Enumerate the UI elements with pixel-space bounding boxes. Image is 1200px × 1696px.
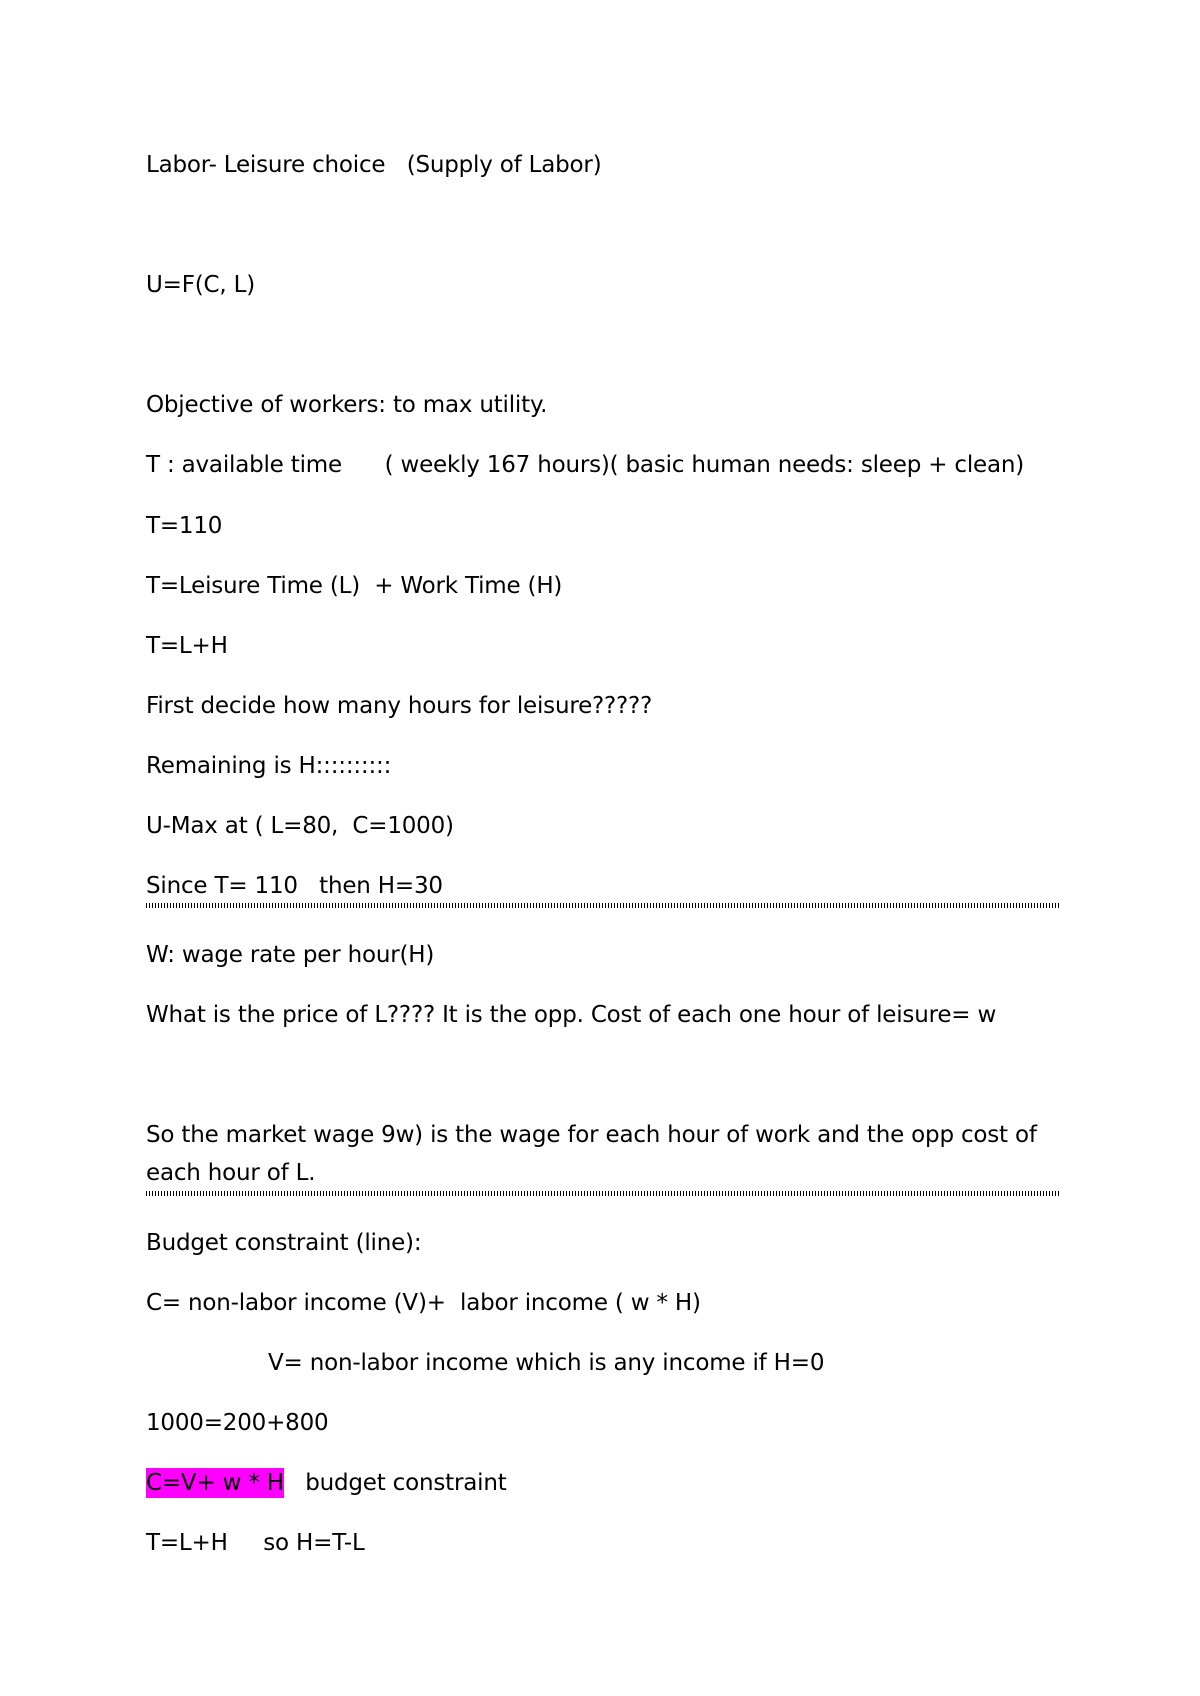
available-time-line: T : available time ( weekly 167 hours)( basic human needs: sleep + clean) xyxy=(146,452,1025,478)
market-wage-paragraph: So the market wage 9w) is the wage for each hour of work and the opp cost of each hour of L. xyxy=(146,1122,1037,1186)
highlighted-budget-formula: C=V+ w * H xyxy=(146,1470,284,1496)
t-definition-line: T=Leisure Time (L) + Work Time (H) xyxy=(146,573,563,599)
budget-constraint-label: budget constraint xyxy=(283,1470,507,1496)
numeric-example-line: 1000=200+800 xyxy=(146,1410,329,1436)
t-value-line: T=110 xyxy=(146,513,223,539)
utility-function-line: U=F(C, L) xyxy=(146,272,255,298)
separator-rule xyxy=(146,1191,1060,1196)
consumption-equation-line: C= non-labor income (V)+ labor income ( w * H) xyxy=(146,1290,701,1316)
objective-line: Objective of workers: to max utility. xyxy=(146,392,548,418)
wage-rate-line: W: wage rate per hour(H) xyxy=(146,942,435,968)
t-sum-line: T=L+H xyxy=(146,633,228,659)
document-title: Labor- Leisure choice (Supply of Labor) xyxy=(146,152,602,178)
budget-heading: Budget constraint (line): xyxy=(146,1230,422,1256)
budget-constraint-line xyxy=(146,1468,507,1498)
hours-relation-line: T=L+H so H=T-L xyxy=(146,1530,365,1556)
first-decide-line: First decide how many hours for leisure????? xyxy=(146,693,653,719)
remaining-line: Remaining is H:::::::::: xyxy=(146,753,392,779)
price-of-leisure-line: What is the price of L???? It is the opp. Cost of each one hour of leisure= w xyxy=(146,1002,997,1028)
since-t-line: Since T= 110 then H=30 xyxy=(146,873,443,899)
u-max-line: U-Max at ( L=80, C=1000) xyxy=(146,813,454,839)
non-labor-income-definition: V= non-labor income which is any income if H=0 xyxy=(268,1350,825,1376)
separator-rule xyxy=(146,903,1060,908)
